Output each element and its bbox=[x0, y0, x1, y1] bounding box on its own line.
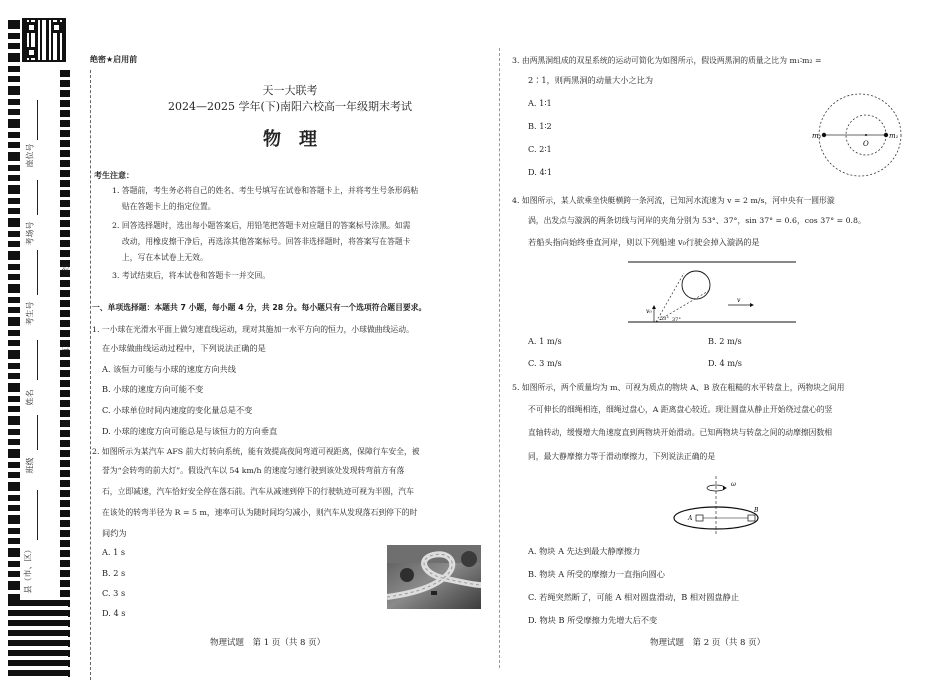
binding-strip-bar bbox=[8, 307, 20, 313]
binding-strip-bar bbox=[8, 396, 20, 402]
q1-option-b: B. 小球的速度方向可能不变 bbox=[102, 384, 204, 394]
binding-strip-bar bbox=[8, 528, 20, 534]
binding-strip-bar bbox=[8, 185, 20, 194]
binding-strip-bar bbox=[8, 53, 20, 62]
q2-option-c: C. 3 s bbox=[102, 588, 126, 598]
notice-title: 考生注意： bbox=[94, 171, 134, 180]
q1-option-d: D. 小球的速度方向可能总是与该恒力的方向垂直 bbox=[102, 426, 278, 436]
q5-stem: 直轴转动，缓慢增大角速度直到两物块开始滑动。已知两物块与转盘之间的动摩擦因数相 bbox=[528, 428, 833, 437]
q1-stem: 1. 一小球在光滑水平面上做匀速直线运动，现对其施加一水平方向的恒力，小球做曲线运动。 bbox=[92, 325, 414, 334]
q3-stem: 3. 由两黑洞组成的双星系统的运动可简化为如图所示，假设两黑洞的质量之比为 m₁∶m₂ = bbox=[512, 56, 822, 65]
q3-figure bbox=[810, 92, 910, 178]
binding-strip-bar bbox=[8, 548, 20, 557]
binding-strip-bar bbox=[8, 538, 20, 544]
binding-strip-bar bbox=[8, 383, 20, 392]
cut-label-line: 线 bbox=[61, 263, 71, 272]
binding-strip-bar bbox=[8, 373, 20, 379]
binding-strip-bar bbox=[8, 99, 20, 105]
q2-option-a: A. 1 s bbox=[102, 547, 126, 557]
binding-strip-bar bbox=[8, 330, 20, 336]
secret-label: 绝密★启用前 bbox=[90, 55, 138, 64]
field-room: 考场号 bbox=[25, 221, 35, 246]
notice-line: 贴在答题卡上的指定位置。 bbox=[122, 202, 216, 211]
binding-strip-bar bbox=[8, 66, 20, 72]
qr-code bbox=[22, 18, 66, 62]
q5-figure bbox=[666, 474, 766, 536]
q4-fig-v0: v₀ bbox=[646, 308, 652, 315]
binding-strip-bar bbox=[8, 119, 20, 128]
binding-strip-bar bbox=[8, 350, 20, 359]
binding-strip-bar bbox=[8, 175, 20, 181]
notice-line: 1. 答题前，考生务必将自己的姓名、考生号填写在试卷和答题卡上，并将考生号条形码粘 bbox=[112, 186, 419, 195]
q4-figure bbox=[628, 258, 798, 326]
notice-line: 上，写在本试卷上无效。 bbox=[122, 253, 208, 262]
binding-strip-bar bbox=[8, 109, 20, 115]
binding-strip-right bbox=[60, 70, 70, 680]
binding-strip-bar bbox=[8, 264, 20, 270]
q4-option-a: A. 1 m/s bbox=[528, 336, 562, 346]
q4-fig-angle2: 37° bbox=[672, 317, 681, 323]
q3-fig-o: O bbox=[863, 140, 869, 148]
binding-strip-bar bbox=[8, 363, 20, 369]
binding-strip-bar bbox=[8, 581, 20, 590]
q2-option-b: B. 2 s bbox=[102, 568, 126, 578]
field-seat: 座位号 bbox=[25, 143, 35, 168]
binding-strip-bar bbox=[8, 406, 20, 412]
cut-label-staple: 装 bbox=[61, 419, 71, 428]
q4-option-b: B. 2 m/s bbox=[708, 336, 742, 346]
q4-fig-v: v bbox=[737, 297, 741, 304]
binding-strip-bar bbox=[8, 515, 20, 524]
exam-org: 天一大联考 bbox=[262, 84, 318, 97]
field-county: 县（市、区） bbox=[23, 545, 33, 594]
binding-strip-bar bbox=[8, 340, 20, 346]
q3-option-d: D. 4∶1 bbox=[528, 167, 553, 177]
binding-strip-bar bbox=[8, 449, 20, 458]
q2-stem: 在该处的转弯半径为 R = 5 m，速率可认为随时间均匀减小，则汽车从发现落石到停下的时 bbox=[102, 508, 418, 517]
binding-strip-bar bbox=[8, 505, 20, 511]
field-name: 姓名 bbox=[25, 389, 35, 406]
field-class: 班级 bbox=[25, 457, 35, 474]
binding-strip-bar bbox=[8, 20, 20, 29]
q2-stem: 间约为 bbox=[102, 528, 127, 538]
q3-option-a: A. 1∶1 bbox=[528, 98, 552, 108]
field-student-id: 考生号 bbox=[25, 301, 35, 326]
q3-option-c: C. 2∶1 bbox=[528, 144, 552, 154]
q1-stem: 在小球做曲线运动过程中，下列说法正确的是 bbox=[102, 343, 266, 353]
q5-option-d: D. 物块 B 所受摩擦力先增大后不变 bbox=[528, 615, 658, 625]
cut-label-bind: 订 bbox=[61, 343, 71, 352]
road-photo bbox=[387, 545, 481, 609]
q2-stem: 誉为“会转弯的前大灯”。假设汽车以 54 km/h 的速度匀速行驶到该处发现转弯前方有落 bbox=[102, 466, 405, 475]
subject-title: 物 理 bbox=[263, 129, 317, 150]
q1-option-c: C. 小球单位时间内速度的变化量总是不变 bbox=[102, 405, 253, 415]
binding-strip-bar bbox=[8, 416, 20, 425]
binding-strip-bar bbox=[8, 317, 20, 326]
q5-fig-a: A bbox=[688, 515, 693, 522]
field-line bbox=[37, 180, 38, 215]
binding-strip-bar bbox=[8, 241, 20, 247]
binding-strip-bar bbox=[8, 86, 20, 95]
binding-strip-bar bbox=[8, 561, 20, 567]
binding-strip-bar bbox=[8, 251, 20, 260]
q5-stem: 不可伸长的细绳相连，细绳过盘心，A 距离盘心较近。现让圆盘从静止开始绕过盘心的竖 bbox=[528, 405, 833, 414]
q2-stem: 石，立即减速，汽车恰好安全停在落石前。汽车从减速到停下的行驶轨迹可视为半圆，汽车 bbox=[102, 487, 414, 496]
binding-strip-bottom bbox=[8, 600, 68, 680]
q4-option-d: D. 4 m/s bbox=[708, 358, 743, 368]
binding-strip-bar bbox=[8, 297, 20, 303]
binding-strip-bar bbox=[8, 274, 20, 280]
binding-strip-bar bbox=[8, 472, 20, 478]
q4-stem: 若船头指向始终垂直河岸，则以下列船速 v₀行驶会掉入漩涡的是 bbox=[528, 237, 760, 247]
q4-stem: 4. 如图所示，某人欲乘坐快艇横跨一条河流，已知河水流速为 v = 2 m/s，河中央有一圆形漩 bbox=[512, 196, 835, 205]
binding-strip-bar bbox=[8, 152, 20, 161]
binding-strip-bar bbox=[8, 208, 20, 214]
section-heading: 一、单项选择题：本题共 7 小题，每小题 4 分，共 28 分。每小题只有一个选项符合题目要求。 bbox=[92, 303, 427, 312]
field-line bbox=[37, 250, 38, 295]
page-divider bbox=[499, 48, 500, 668]
cut-line bbox=[90, 70, 91, 680]
q3-stem: 2∶1，则两黑洞的动量大小之比为 bbox=[528, 75, 654, 85]
binding-strip-bar bbox=[8, 198, 20, 204]
footer-right: 物理试题 第 2 页（共 8 页） bbox=[650, 638, 766, 648]
field-line bbox=[37, 415, 38, 450]
q5-stem: 同，最大静摩擦力等于滑动摩擦力，下列说法正确的是 bbox=[528, 452, 716, 461]
binding-strip-bar bbox=[8, 165, 20, 171]
field-line bbox=[37, 100, 38, 140]
q3-fig-m1: m₁ bbox=[889, 132, 899, 140]
binding-strip-bar bbox=[8, 462, 20, 468]
binding-strip-bar bbox=[8, 284, 20, 293]
notice-line: 2. 回答选择题时，选出每小题答案后，用铅笔把答题卡对应题目的答案标号涂黑。如需 bbox=[112, 221, 411, 230]
binding-strip-bar bbox=[8, 132, 20, 138]
exam-title: 2024—2025 学年(下)南阳六校高一年级期末考试 bbox=[167, 100, 413, 113]
binding-strip-bar bbox=[8, 43, 20, 49]
q3-fig-m2: m₂ bbox=[812, 132, 822, 140]
q1-option-a: A. 该恒力可能与小球的速度方向共线 bbox=[102, 364, 236, 374]
notice-line: 3. 考试结束后，将本试卷和答题卡一并交回。 bbox=[112, 271, 271, 280]
q2-stem: 2. 如图所示为某汽车 AFS 前大灯转向系统，能有效提高夜间弯道可视距离，保障行车安全，被 bbox=[92, 447, 420, 456]
notice-line: 改动，用橡皮擦干净后，再选涂其他答案标号。回答非选择题时，将答案写在答题卡 bbox=[122, 237, 411, 246]
q2-option-d: D. 4 s bbox=[102, 608, 126, 618]
binding-strip-bar bbox=[8, 439, 20, 445]
binding-strip-bar bbox=[8, 571, 20, 577]
q5-option-c: C. 若绳突然断了，可能 A 相对圆盘滑动，B 相对圆盘静止 bbox=[528, 592, 740, 602]
binding-strip-bar bbox=[8, 76, 20, 82]
q5-stem: 5. 如图所示，两个质量均为 m、可视为质点的物块 A、B 放在粗糙的水平转盘上，两物块之间用 bbox=[512, 383, 845, 392]
q3-option-b: B. 1∶2 bbox=[528, 121, 552, 131]
field-line bbox=[37, 340, 38, 380]
q4-stem: 涡，出发点与漩涡的两条切线与河岸的夹角分别为 53°、37°，sin 37° = 0.6，cos 37° = 0.8。 bbox=[528, 216, 866, 225]
binding-strip-bar bbox=[8, 429, 20, 435]
binding-strip-bar bbox=[8, 231, 20, 237]
q5-option-b: B. 物块 A 所受的摩擦力一直指向圆心 bbox=[528, 569, 665, 579]
binding-strip-bar bbox=[8, 142, 20, 148]
footer-left: 物理试题 第 1 页（共 8 页） bbox=[210, 638, 326, 648]
q5-fig-b: B bbox=[754, 507, 759, 514]
q5-option-a: A. 物块 A 先达到最大静摩擦力 bbox=[528, 546, 641, 556]
q4-fig-angle1: 53° bbox=[660, 316, 669, 322]
binding-strip-bar bbox=[8, 33, 20, 39]
binding-strip-bar bbox=[8, 482, 20, 491]
binding-strip-bar bbox=[8, 218, 20, 227]
q4-option-c: C. 3 m/s bbox=[528, 358, 562, 368]
field-line bbox=[37, 490, 38, 540]
binding-strip-bar bbox=[8, 495, 20, 501]
q5-fig-omega: ω bbox=[731, 481, 736, 488]
